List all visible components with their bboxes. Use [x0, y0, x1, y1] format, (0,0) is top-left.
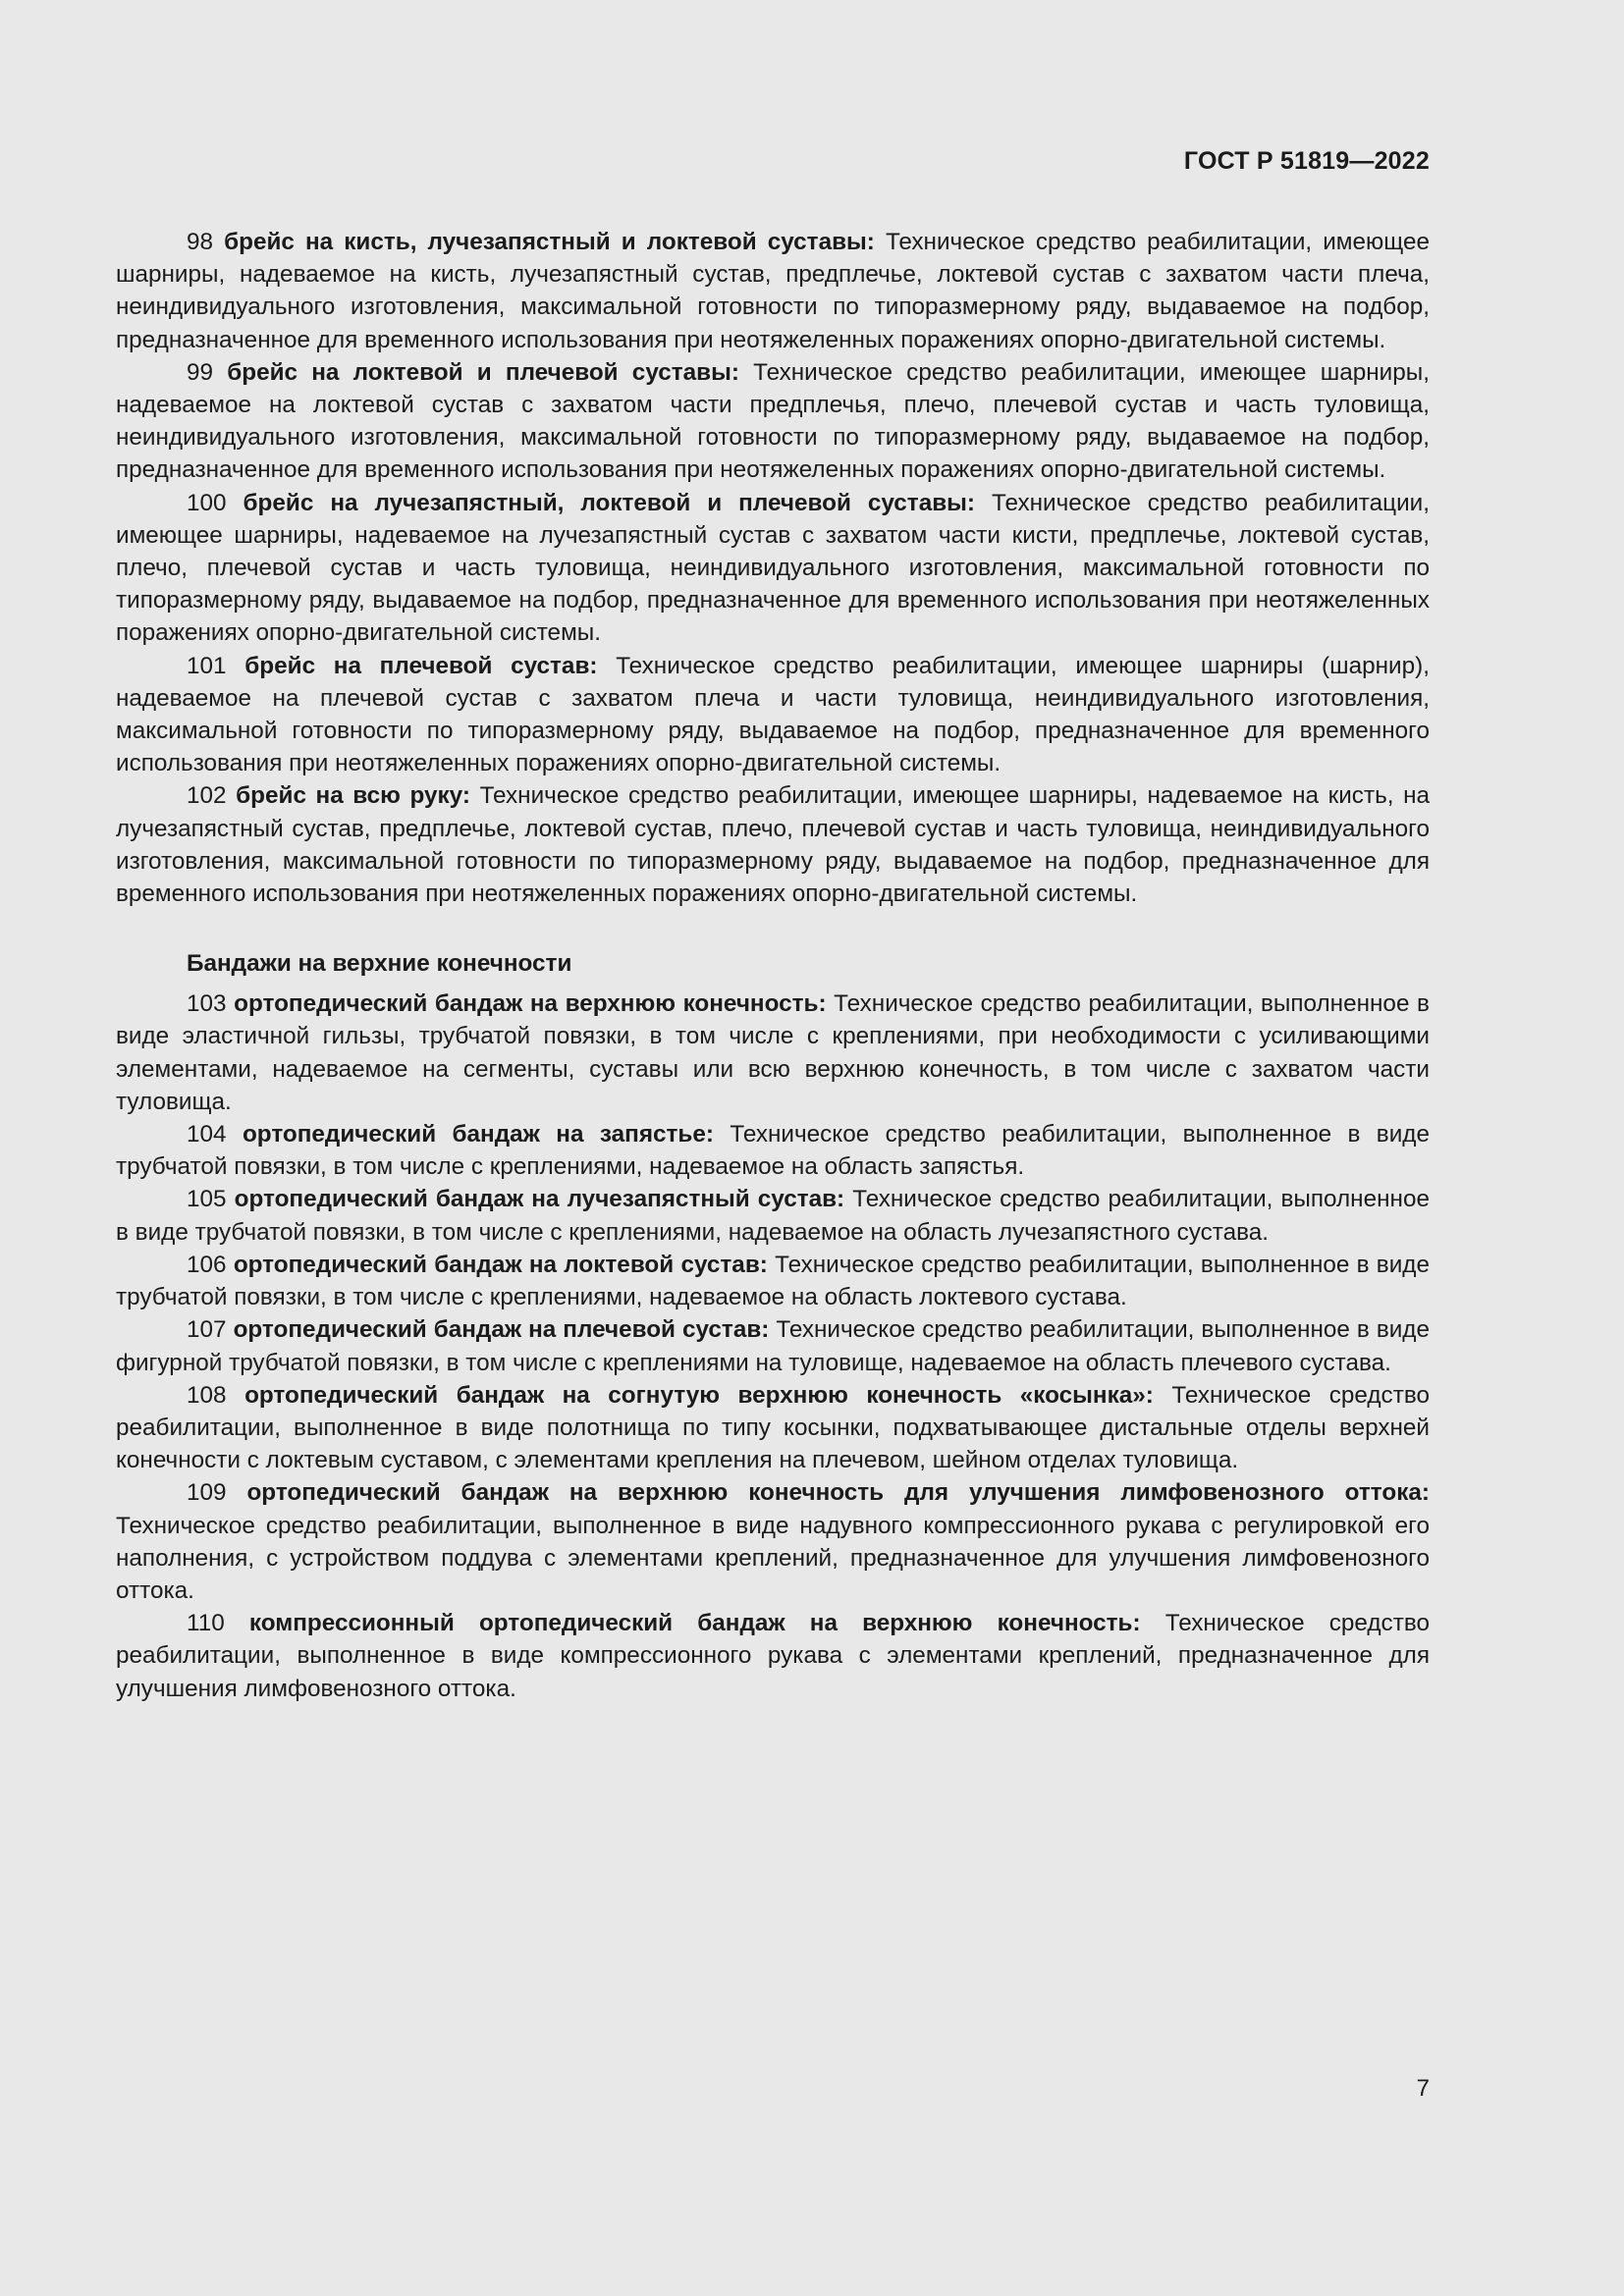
entry-term: брейс на локтевой и плечевой суставы:: [227, 358, 739, 386]
term-entry-109: [116, 1476, 1430, 1607]
entry-definition: Техническое средство реабилитации, имеющее шарниры, надеваемое на локтевой сустав с захватом части предплечья, плечо, плечевой сустав и часть туловища, неиндивидуального изготовления, максимальной готовности по типоразмерному ряду, выдаваемое на подбор, предназначенное для временного использования при неотяжеленных поражениях опорно-двигательной системы.: [116, 358, 1430, 484]
entry-term: компрессионный ортопедический бандаж на верхнюю конечность:: [248, 1610, 1141, 1637]
entry-definition: Техническое средство реабилитации, имеющее шарниры, надеваемое на кисть, лучезапястный сустав, предплечье, локтевой сустав с захватом части плеча, неиндивидуального изготовления, максимальной готовности по типоразмерному ряду, выдаваемое на подбор, предназначенное для временного использования при неотяжеленных поражениях опорно-двигательной системы.: [116, 229, 1430, 353]
entry-number: 108: [187, 1381, 227, 1409]
entry-definition: Техническое средство реабилитации, выполненное в виде надувного компрессионного рукава с регулировкой его наполнения, с устройством поддува с элементами креплений, предназначенное для улучшения лимфовенозного оттока.: [116, 1512, 1430, 1604]
entry-number: 100: [187, 489, 227, 516]
entry-definition: Техническое средство реабилитации, выполненное в виде эластичной гильзы, трубчатой повязки, в том числе с креплениями, при необходимости с усиливающими элементами, надеваемое на сегменты, суставы или всю верхнюю конечность, в том числе с захватом части туловища.: [116, 990, 1430, 1115]
term-entry-108: [116, 1379, 1430, 1477]
term-entry-101: [116, 650, 1430, 780]
term-entry-98: [116, 226, 1430, 356]
entry-number: 101: [187, 652, 227, 679]
entry-term: брейс на плечевой сустав:: [244, 652, 598, 679]
term-entry-102: [116, 779, 1430, 910]
term-entry-106: [116, 1249, 1430, 1313]
entry-term: ортопедический бандаж на согнутую верхнюю конечность «косынка»:: [244, 1381, 1154, 1409]
entry-definition: Техническое средство реабилитации, выполненное в виде компрессионного рукава с элементами креплений, предназначенное для улучшения лимфовенозного оттока.: [116, 1610, 1430, 1702]
entry-number: 99: [187, 358, 214, 386]
entry-definition: Техническое средство реабилитации, выполненное в виде трубчатой повязки, в том числе с креплениями, надеваемое на область локтевого сустава.: [116, 1251, 1430, 1311]
entry-definition: Техническое средство реабилитации, имеющее шарниры (шарнир), надеваемое на плечевой сустав с захватом плеча и части туловища, неиндивидуального изготовления, максимальной готовности по типоразмерному ряду, выдаваемое на подбор, предназначенное для временного использования при неотяжеленных поражениях опорно-двигательной системы.: [116, 652, 1430, 777]
entry-term: ортопедический бандаж на локтевой сустав:: [233, 1251, 768, 1278]
entry-term: ортопедический бандаж на запястье:: [242, 1121, 714, 1148]
document-body: [116, 226, 1430, 1705]
entry-term: ортопедический бандаж на плечевой сустав:: [233, 1316, 770, 1344]
entry-term: ортопедический бандаж на верхнюю конечность:: [234, 990, 827, 1018]
entry-definition: Техническое средство реабилитации, выполненное в виде полотнища по типу косынки, подхватывающее дистальные отделы верхней конечности с локтевым суставом, с элементами крепления на плечевом, шейном отделах туловища.: [116, 1381, 1430, 1474]
document-code: ГОСТ Р 51819—2022: [1183, 147, 1430, 175]
entry-term: ортопедический бандаж на верхнюю конечность для улучшения лимфовенозного оттока:: [246, 1479, 1430, 1507]
section-heading: Бандажи на верхние конечности: [187, 950, 572, 978]
entry-term: брейс на лучезапястный, локтевой и плечевой суставы:: [243, 489, 975, 516]
entry-number: 98: [187, 229, 214, 255]
entry-term: брейс на всю руку:: [236, 782, 470, 810]
term-entry-110: [116, 1607, 1430, 1705]
entry-definition: Техническое средство реабилитации, выполненное в виде трубчатой повязки, в том числе с креплениями, надеваемое на область запястья.: [116, 1121, 1430, 1181]
term-entry-104: [116, 1118, 1430, 1183]
entry-number: 106: [187, 1251, 227, 1278]
term-entry-100: [116, 487, 1430, 650]
entry-number: 109: [187, 1479, 227, 1507]
entry-number: 110: [187, 1610, 225, 1637]
entry-term: ортопедический бандаж на лучезапястный сустав:: [234, 1186, 845, 1213]
term-entry-107: [116, 1313, 1430, 1378]
entry-definition: Техническое средство реабилитации, имеющее шарниры, надеваемое на лучезапястный сустав с захватом части кисти, предплечье, локтевой сустав, плечо, плечевой сустав и часть туловища, неиндивидуального изготовления, максимальной готовности по типоразмерному ряду, выдаваемое на подбор, предназначенное для временного использования при неотяжеленных поражениях опорно-двигательной системы.: [116, 489, 1430, 647]
term-entry-105: [116, 1183, 1430, 1248]
entry-number: 107: [187, 1316, 227, 1344]
entry-number: 105: [187, 1186, 227, 1213]
entry-definition: Техническое средство реабилитации, выполненное в виде трубчатой повязки, в том числе с креплениями, надеваемое на область лучезапястного сустава.: [116, 1186, 1430, 1246]
entry-definition: Техническое средство реабилитации, имеющее шарниры, надеваемое на кисть, на лучезапястный сустав, предплечье, локтевой сустав, плечо, плечевой сустав и часть туловища, неиндивидуального изготовления, максимальной готовности по типоразмерному ряду, выдаваемое на подбор, предназначенное для временного использования при неотяжеленных поражениях опорно-двигательной системы.: [116, 782, 1430, 908]
entry-number: 103: [187, 990, 227, 1018]
entry-number: 102: [187, 782, 227, 810]
term-entry-103: [116, 988, 1430, 1118]
term-entry-99: [116, 356, 1430, 487]
page-number: 7: [1416, 2075, 1430, 2102]
entry-number: 104: [187, 1121, 227, 1148]
entry-definition: Техническое средство реабилитации, выполненное в виде фигурной трубчатой повязки, в том числе с креплениями на туловище, надеваемое на область плечевого сустава.: [116, 1316, 1430, 1376]
entry-term: брейс на кисть, лучезапястный и локтевой суставы:: [224, 229, 875, 255]
